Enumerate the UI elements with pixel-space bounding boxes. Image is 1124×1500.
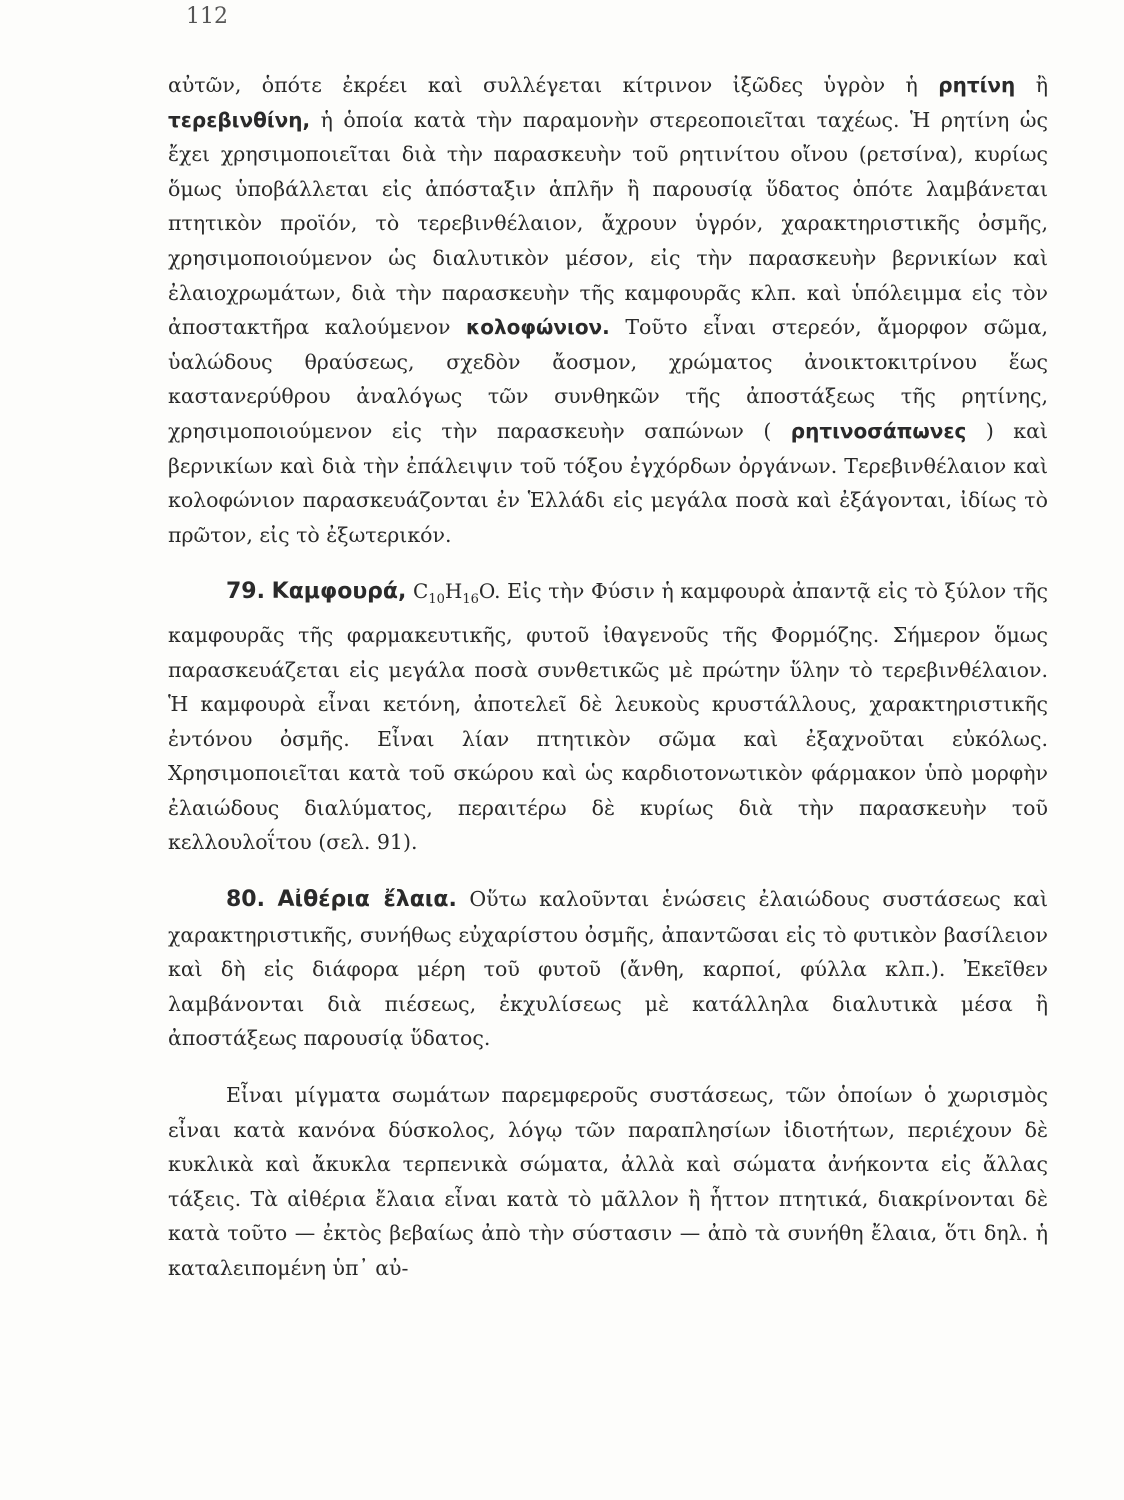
term-colophony: κολοφώνιον. bbox=[466, 315, 610, 340]
text-run: ἢ bbox=[1015, 73, 1048, 97]
formula-part: O. bbox=[478, 579, 501, 604]
formula-subscript: 16 bbox=[462, 592, 479, 608]
formula-part: C bbox=[413, 579, 429, 604]
chemical-formula bbox=[413, 579, 501, 608]
section-79 bbox=[168, 574, 1048, 860]
section-number: 79. bbox=[226, 579, 265, 605]
page-body bbox=[168, 68, 1048, 1286]
term-resin-soaps: ρητινοσάπωνες bbox=[790, 418, 967, 443]
page-number: 112 bbox=[186, 4, 228, 29]
paragraph-resin bbox=[168, 68, 1048, 552]
text-run: ἡ ὁποία κατὰ τὴν παραμονὴν στερεοποιεῖται ταχέως. Ἡ ρητίνη ὡς ἔχει χρησιμοποιεῖται διὰ τὴν παρασκευὴν τοῦ ρητινίτου οἴνου (ρετσίνα), κυρίως ὅμως ὑποβάλλεται εἰς ἀπόσταξιν ἁπλῆν ἢ παρουσίᾳ ὕδατος ὁπότε λαμβάνεται πτητικὸν προϊόν, τὸ τερεβινθέλαιον, ἄχρουν ὑγρόν, χαρακτηριστικῆς ὀσμῆς, χρησιμοποιούμενον ὡς διαλυτικὸν μέσον, εἰς τὴν παρασκευὴν βερνικίων καὶ ἐλαιοχρωμάτων, διὰ τὴν παρασκευὴν τῆς καμφουρᾶς κλπ. καὶ ὑπόλειμμα εἰς τὸν ἀποστακτῆρα καλούμενον bbox=[168, 107, 1048, 340]
term-turpentine: τερεβινθίνη, bbox=[168, 107, 311, 132]
section-number: 80. bbox=[226, 887, 265, 913]
section-80 bbox=[168, 882, 1048, 1056]
section-title: Καμφουρά, bbox=[271, 579, 407, 605]
formula-part: H bbox=[444, 579, 463, 604]
text-run: ) καὶ βερνικίων καὶ διὰ τὴν ἐπάλειψιν τοῦ τόξου ἐγχόρδων ὀργάνων. Τερεβινθέλαιον καὶ κολοφώνιον παρασκευάζονται ἐν Ἑλλάδι εἰς μεγάλα ποσὰ καὶ ἐξάγονται, ἰδίως τὸ πρῶτον, εἰς τὸ ἐξωτερικόν. bbox=[168, 418, 1048, 547]
section-title: Αἰθέρια ἔλαια. bbox=[277, 887, 457, 913]
term-resin: ρητίνη bbox=[938, 73, 1016, 97]
text-run: αὐτῶν, ὁπότε ἐκρέει καὶ συλλέγεται κίτρινον ἰξῶδες ὑγρὸν ἡ bbox=[168, 73, 939, 97]
section-text: Εἰς τὴν Φύσιν ἡ καμφουρὰ ἀπαντᾷ εἰς τὸ ξύλον τῆς καμφουρᾶς τῆς φαρμακευτικῆς, φυτοῦ ἰθαγενοῦς τῆς Φορμόζης. Σήμερον ὅμως παρασκευάζεται εἰς μεγάλα ποσὰ συνθετικῶς μὲ πρώτην ὕλην τὸ τερεβινθέλαιον. Ἡ καμφουρὰ εἶναι κετόνη, ἀποτελεῖ δὲ λευκοὺς κρυστάλλους, χαρακτηριστικῆς ἐντόνου ὀσμῆς. Εἶναι λίαν πτητικὸν σῶμα καὶ ἐξαχνοῦται εὐκόλως. Χρησιμοποιεῖται κατὰ τοῦ σκώρου καὶ ὡς καρδιοτονωτικὸν φάρμακον ὑπὸ μορφὴν ἐλαιώδους διαλύματος, περαιτέρω δὲ κυρίως διὰ τὴν παρασκευὴν τοῦ κελλουλοΐτου (σελ. 91). bbox=[168, 579, 1048, 855]
paragraph-essential-oils: Εἶναι μίγματα σωμάτων παρεμφεροῦς συστάσεως, τῶν ὁποίων ὁ χωρισμὸς εἶναι κατὰ κανόνα δύσκολος, λόγῳ τῶν παραπλησίων ἰδιοτήτων, περιέχουν δὲ κυκλικὰ καὶ ἄκυκλα τερπενικὰ σώματα, ἀλλὰ καὶ σώματα ἀνήκοντα εἰς ἄλλας τάξεις. Τὰ αἰθέρια ἔλαια εἶναι κατὰ τὸ μᾶλλον ἢ ἧττον πτητικά, διακρίνονται δὲ κατὰ τοῦτο — ἐκτὸς βεβαίως ἀπὸ τὴν σύστασιν — ἀπὸ τὰ συνήθη ἔλαια, ὅτι δηλ. ἡ καταλειπομένη ὑπ᾽ αὐ- bbox=[168, 1083, 1048, 1280]
formula-subscript: 10 bbox=[428, 592, 445, 608]
section-text: Οὕτω καλοῦνται ἑνώσεις ἐλαιώδους συστάσεως καὶ χαρακτηριστικῆς, συνήθως εὐχαρίστου ὀσμῆς, ἀπαντῶσαι εἰς τὸ φυτικὸν βασίλειον καὶ δὴ εἰς διάφορα μέρη τοῦ φυτοῦ (ἄνθη, καρποί, φύλλα κλπ.). Ἐκεῖθεν λαμβάνονται διὰ πιέσεως, ἐκχυλίσεως μὲ κατάλληλα διαλυτικὰ μέσα ἢ ἀποστάξεως παρουσίᾳ ὕδατος. bbox=[168, 887, 1048, 1051]
text-run: Τοῦτο εἶναι στερεόν, ἄμορφον σῶμα, ὑαλώδους θραύσεως, σχεδὸν ἄοσμον, χρώματος ἀνοικτοκιτρίνου ἕως καστανερύθρου ἀναλόγως τῶν συνθηκῶν τῆς ἀποστάξεως τῆς ρητίνης, χρησιμοποιούμενον εἰς τὴν παρασκευὴν σαπώνων ( bbox=[168, 315, 1048, 443]
